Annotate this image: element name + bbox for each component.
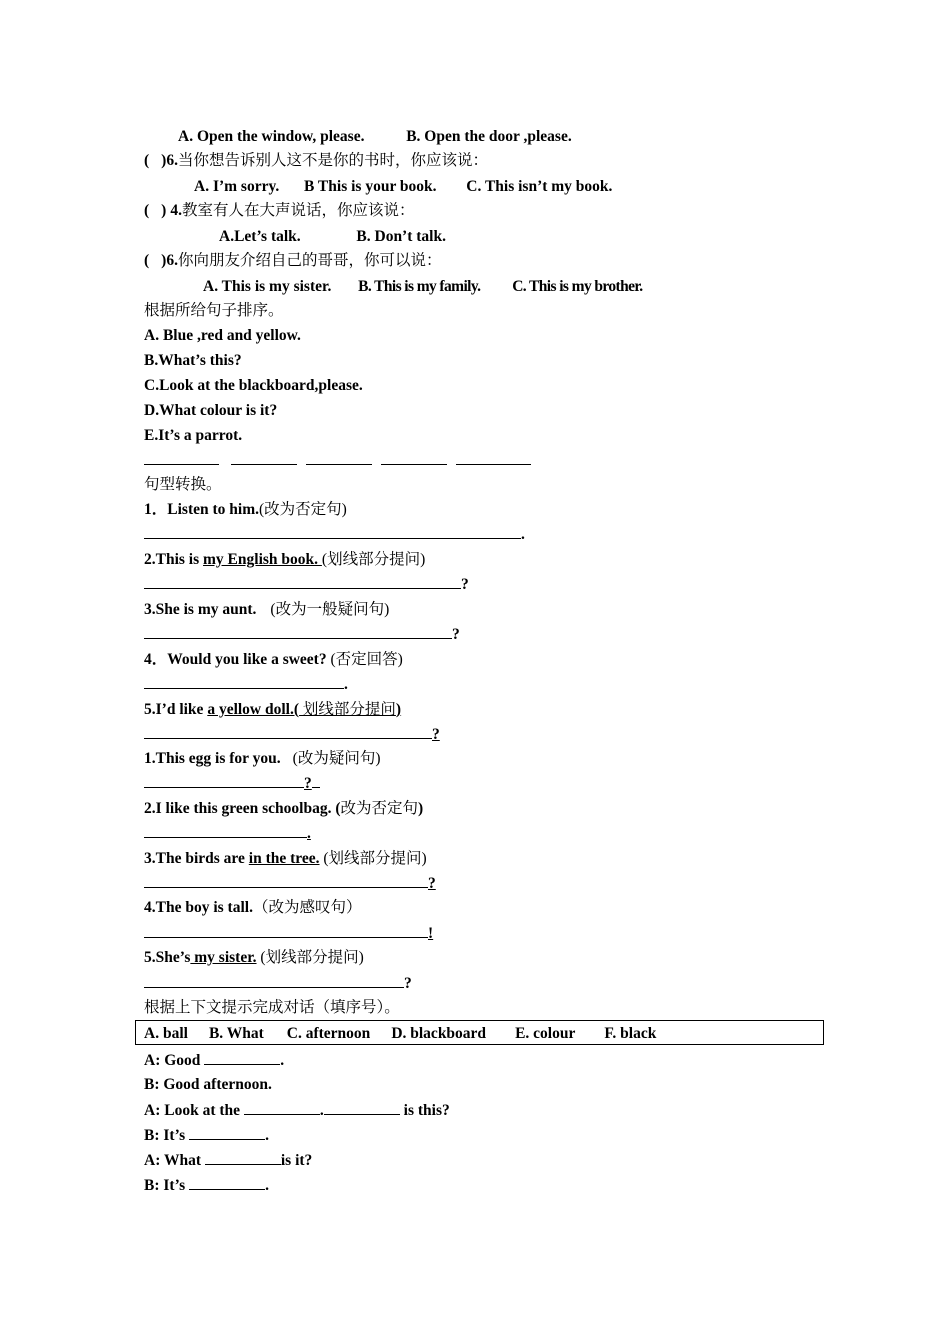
list-item: C.Look at the blackboard,please.: [144, 377, 363, 394]
option-b: B. Open the door ,please.: [406, 128, 572, 145]
dialogue-line: A: What is it?: [144, 1152, 313, 1169]
answer-line[interactable]: ?: [144, 574, 469, 595]
transform-question: 4．Would you like a sweet? (否定回答): [144, 651, 403, 668]
answer-line[interactable]: ?: [144, 773, 320, 794]
answer-blanks[interactable]: [144, 450, 531, 471]
option-line: [178, 127, 572, 147]
answer-line[interactable]: !: [144, 923, 433, 944]
transform-question: 1.This egg is for you. (改为疑问句): [144, 750, 381, 767]
word-option: B. What: [208, 1025, 264, 1042]
dialogue-line: B: Good afternoon.: [144, 1076, 272, 1093]
answer-line[interactable]: ?: [144, 873, 436, 894]
answer-line[interactable]: .: [144, 524, 525, 545]
option-a: A. Open the window, please.: [178, 128, 365, 145]
transform-question: 4.The boy is tall.（改为感叹句）: [144, 899, 362, 916]
option-a: A. This is my sister.: [203, 278, 332, 295]
fill-blank[interactable]: [204, 1050, 280, 1065]
word-option: E. colour: [515, 1025, 576, 1042]
option-a: A.Let’s talk.: [219, 228, 301, 245]
transform-question: 3.The birds are in the tree. (划线部分提问): [144, 850, 427, 867]
transform-question: 5.I’d like a yellow doll.( 划线部分提问): [144, 701, 402, 718]
word-option: D. blackboard: [391, 1025, 487, 1042]
option-a: A. I’m sorry.: [194, 178, 280, 195]
fill-blank[interactable]: [244, 1100, 320, 1115]
option-line: [219, 227, 446, 247]
option-b: B. This is my family.: [358, 278, 481, 295]
question-text: 当你想告诉别人这不是你的书时，你应该说：: [177, 152, 488, 169]
option-c: C. This isn’t my book.: [466, 178, 613, 195]
question-6b: ( )6.你向朋友介绍自己的哥哥，你可以说：: [144, 252, 442, 269]
transform-question: 3.She is my aunt. (改为一般疑问句): [144, 601, 390, 618]
section-heading: 句型转换。: [144, 476, 222, 493]
transform-question: 2.This is my English book. (划线部分提问): [144, 551, 426, 568]
transform-question: 1．Listen to him.(改为否定句): [144, 501, 347, 518]
answer-line[interactable]: ?: [144, 624, 460, 645]
question-text: 你向朋友介绍自己的哥哥，你可以说：: [177, 252, 442, 269]
option-line: [194, 177, 612, 197]
dialogue-line: A: Look at the . is this?: [144, 1102, 450, 1119]
transform-question: 2.I like this green schoolbag. (改为否定句): [144, 800, 424, 817]
question-text: 教室有人在大声说话，你应该说：: [181, 202, 415, 219]
question-6a: ( )6.当你想告诉别人这不是你的书时，你应该说：: [144, 152, 488, 169]
answer-line[interactable]: ?: [144, 973, 412, 994]
fill-blank[interactable]: [189, 1175, 265, 1190]
word-option: A. ball: [144, 1025, 188, 1042]
dialogue-line: B: It’s .: [144, 1127, 269, 1144]
list-item: E.It’s a parrot.: [144, 427, 243, 444]
answer-line[interactable]: .: [144, 823, 311, 844]
dialogue-line: B: It’s .: [144, 1177, 269, 1194]
option-b: B. Don’t talk.: [356, 228, 446, 245]
dialogue-line: A: Good .: [144, 1052, 285, 1069]
section-heading: 根据所给句子排序。: [144, 302, 284, 319]
fill-blank[interactable]: [205, 1150, 281, 1165]
fill-blank[interactable]: [189, 1125, 265, 1140]
option-b: B This is your book.: [304, 178, 437, 195]
answer-line[interactable]: .: [144, 674, 348, 695]
list-item: D.What colour is it?: [144, 402, 278, 419]
section-heading: 根据上下文提示完成对话（填序号）。: [144, 999, 400, 1016]
fill-blank[interactable]: [324, 1100, 400, 1115]
word-option: C. afternoon: [286, 1025, 371, 1042]
list-item: A. Blue ,red and yellow.: [144, 327, 301, 344]
list-item: B.What’s this?: [144, 352, 242, 369]
word-option: F. black: [604, 1025, 657, 1042]
question-4: ( ) 4.教室有人在大声说话，你应该说：: [144, 202, 415, 219]
option-line: [203, 277, 643, 297]
answer-line[interactable]: ?: [144, 724, 440, 745]
transform-question: 5.She’s my sister. (划线部分提问): [144, 949, 364, 966]
word-bank: [144, 1024, 656, 1044]
option-c: C. This is my brother.: [512, 278, 643, 295]
